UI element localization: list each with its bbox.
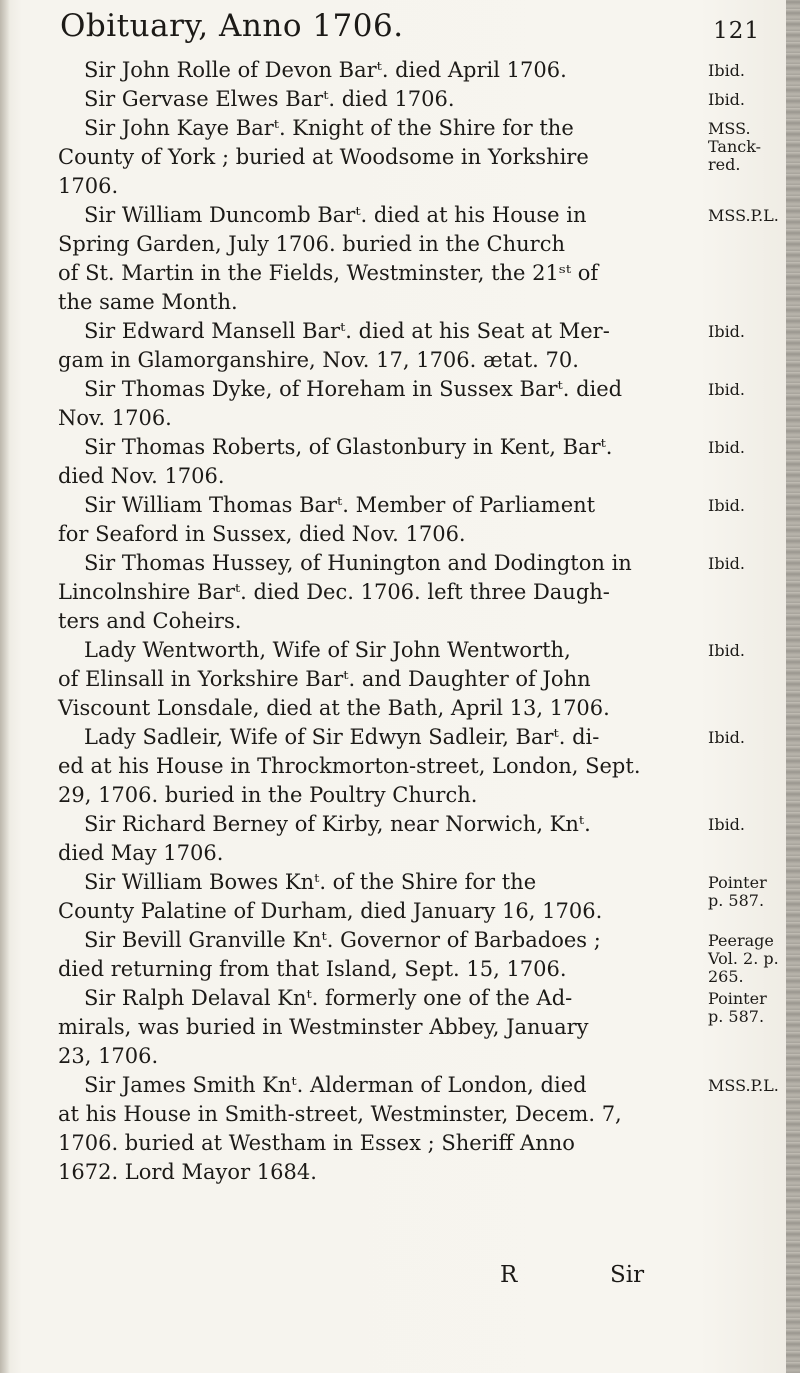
margin-source-note <box>708 729 800 747</box>
signature-mark: R <box>500 1262 518 1288</box>
margin-source-note <box>708 62 800 80</box>
source-line: Ibid. <box>708 496 746 515</box>
entry-line: at his House in Smith-street, Westminster, Decem. 7, <box>58 1102 622 1126</box>
entry-line: Sir John Kaye Barᵗ. Knight of the Shire for the <box>84 116 574 140</box>
obituary-entry <box>58 810 698 868</box>
entry-line: Lady Wentworth, Wife of Sir John Wentworth, <box>84 638 571 662</box>
entry-line: Lady Sadleir, Wife of Sir Edwyn Sadleir, Barᵗ. di- <box>84 725 600 749</box>
margin-source-note <box>708 381 800 399</box>
obituary-entries <box>58 56 698 1187</box>
entry-line: Sir William Bowes Knᵗ. of the Shire for the <box>84 870 537 894</box>
source-line: Ibid. <box>708 322 746 341</box>
obituary-entry <box>58 984 698 1071</box>
source-line: MSS.P.L. <box>708 1076 779 1095</box>
margin-source-note <box>708 439 800 457</box>
margin-source-note <box>708 816 800 834</box>
margin-source-note <box>708 323 800 341</box>
entry-line: gam in Glamorganshire, Nov. 17, 1706. ætat. 70. <box>58 348 579 372</box>
source-line: Ibid. <box>708 728 746 747</box>
entry-line: died returning from that Island, Sept. 15, 1706. <box>58 957 567 981</box>
entry-line: Sir Thomas Dyke, of Horeham in Sussex Barᵗ. died <box>84 377 623 401</box>
entry-line: ters and Coheirs. <box>58 609 242 633</box>
source-line: p. 587. <box>708 1007 765 1026</box>
entry-line: Viscount Lonsdale, died at the Bath, April 13, 1706. <box>58 696 610 720</box>
source-line: red. <box>708 155 741 174</box>
entry-line: 23, 1706. <box>58 1044 159 1068</box>
margin-source-note <box>708 642 800 660</box>
obituary-entry <box>58 56 698 85</box>
source-line: MSS. <box>708 119 751 138</box>
entry-line: Sir Thomas Hussey, of Hunington and Dodington in <box>84 551 632 575</box>
obituary-entry <box>58 114 698 201</box>
entry-line: ed at his House in Throckmorton-street, London, Sept. <box>58 754 641 778</box>
entry-line: Sir Richard Berney of Kirby, near Norwich, Knᵗ. <box>84 812 591 836</box>
margin-source-note <box>708 120 800 174</box>
entry-line: Sir Gervase Elwes Barᵗ. died 1706. <box>84 87 455 111</box>
entry-line: for Seaford in Sussex, died Nov. 1706. <box>58 522 466 546</box>
page-number: 121 <box>713 18 760 44</box>
entry-line: County Palatine of Durham, died January 16, 1706. <box>58 899 603 923</box>
obituary-entry <box>58 201 698 317</box>
page-header <box>60 8 760 60</box>
entry-line: County of York ; buried at Woodsome in Yorkshire <box>58 145 589 169</box>
margin-source-note <box>708 555 800 573</box>
obituary-entry <box>58 636 698 723</box>
source-line: Vol. 2. p. <box>708 949 779 968</box>
source-line: Ibid. <box>708 815 746 834</box>
obituary-entry <box>58 433 698 491</box>
margin-source-note <box>708 874 800 910</box>
source-line: Pointer <box>708 989 767 1008</box>
entry-line: Sir William Duncomb Barᵗ. died at his House in <box>84 203 587 227</box>
margin-source-note <box>708 932 800 986</box>
entry-line: mirals, was buried in Westminster Abbey, January <box>58 1015 589 1039</box>
obituary-entry <box>58 491 698 549</box>
margin-source-note <box>708 207 800 225</box>
obituary-entry <box>58 375 698 433</box>
entry-line: Sir Ralph Delaval Knᵗ. formerly one of the Ad- <box>84 986 573 1010</box>
source-line: Ibid. <box>708 438 746 457</box>
source-line: MSS.P.L. <box>708 206 779 225</box>
source-line: Pointer <box>708 873 767 892</box>
margin-source-note <box>708 1077 800 1095</box>
obituary-entry <box>58 868 698 926</box>
source-line: Ibid. <box>708 90 746 109</box>
entry-line: died Nov. 1706. <box>58 464 225 488</box>
margin-source-note <box>708 990 800 1026</box>
entry-line: Sir James Smith Knᵗ. Alderman of London, died <box>84 1073 587 1097</box>
entry-line: 1706. <box>58 174 119 198</box>
entry-line: 1672. Lord Mayor 1684. <box>58 1160 317 1184</box>
obituary-entry <box>58 317 698 375</box>
entry-line: Sir Edward Mansell Barᵗ. died at his Seat at Mer- <box>84 319 610 343</box>
entry-line: of Elinsall in Yorkshire Barᵗ. and Daughter of John <box>58 667 591 691</box>
obituary-entry <box>58 723 698 810</box>
entry-line: 29, 1706. buried in the Poultry Church. <box>58 783 478 807</box>
entry-line: Sir Thomas Roberts, of Glastonbury in Kent, Barᵗ. <box>84 435 613 459</box>
entry-line: Sir William Thomas Barᵗ. Member of Parliament <box>84 493 596 517</box>
catchword: Sir <box>610 1262 645 1288</box>
source-line: 265. <box>708 967 744 986</box>
margin-source-note <box>708 497 800 515</box>
binding-shadow <box>0 0 10 1373</box>
entry-line: of St. Martin in the Fields, Westminster, the 21ˢᵗ of <box>58 261 599 285</box>
entry-line: Spring Garden, July 1706. buried in the Church <box>58 232 565 256</box>
page-edge <box>786 0 800 1373</box>
entry-line: the same Month. <box>58 290 238 314</box>
source-line: Tanck- <box>708 137 762 156</box>
margin-source-note <box>708 91 800 109</box>
entry-line: Nov. 1706. <box>58 406 172 430</box>
obituary-entry <box>58 1071 698 1187</box>
entry-line: 1706. buried at Westham in Essex ; Sheriff Anno <box>58 1131 575 1155</box>
entry-line: Sir John Rolle of Devon Barᵗ. died April 1706. <box>84 58 567 82</box>
source-line: Peerage <box>708 931 774 950</box>
source-line: p. 587. <box>708 891 765 910</box>
running-head: Obituary, Anno 1706. <box>60 8 404 44</box>
source-line: Ibid. <box>708 554 746 573</box>
obituary-entry <box>58 85 698 114</box>
obituary-entry <box>58 549 698 636</box>
entry-line: Lincolnshire Barᵗ. died Dec. 1706. left three Daugh- <box>58 580 610 604</box>
source-line: Ibid. <box>708 641 746 660</box>
entry-line: Sir Bevill Granville Knᵗ. Governor of Barbadoes ; <box>84 928 601 952</box>
entry-line: died May 1706. <box>58 841 224 865</box>
obituary-entry <box>58 926 698 984</box>
source-line: Ibid. <box>708 61 746 80</box>
source-line: Ibid. <box>708 380 746 399</box>
